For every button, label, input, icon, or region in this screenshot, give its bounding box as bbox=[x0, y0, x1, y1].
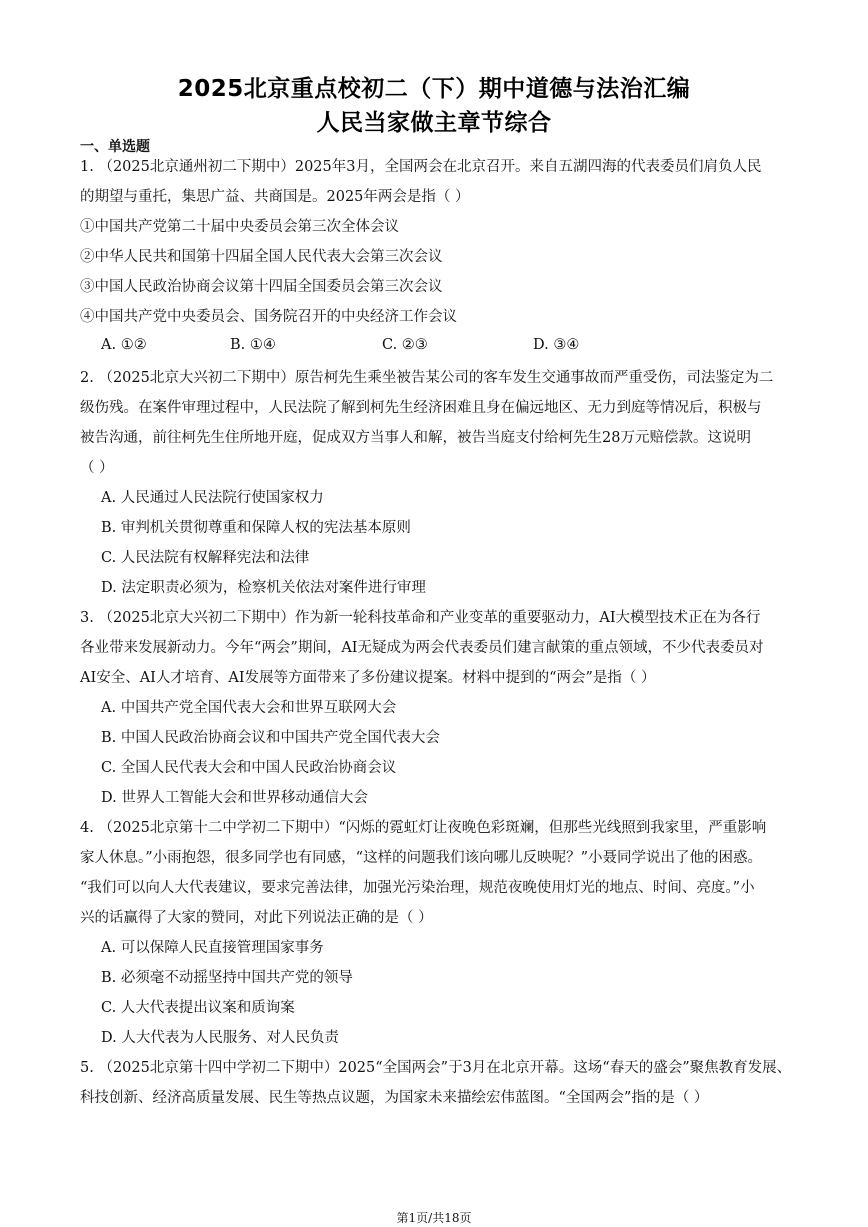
section-heading: 一、单选题 bbox=[80, 139, 150, 155]
question-stem-line: 的期望与重托，集思广益、共商国是。2025年两会是指（ ） bbox=[80, 189, 470, 205]
document-title: 2025北京重点校初二（下）期中道德与法治汇编 bbox=[177, 76, 691, 102]
question-stem-line: 兴的话赢得了大家的赞同，对此下列说法正确的是（ ） bbox=[80, 910, 433, 926]
question-stem-line: 4. （2025北京第十二中学初二下期中）“闪烁的霓虹灯让夜晚色彩斑斓，但那些光线照到我家里，严重影响 bbox=[80, 820, 767, 836]
question-item: ③中国人民政治协商会议第十四届全国委员会第三次会议 bbox=[80, 279, 443, 295]
question-stem-line: 家人休息。”小雨抱怨，很多同学也有同感，“这样的问题我们该向哪儿反映呢？”小聂同学说出了他的困惑。 bbox=[80, 850, 762, 866]
answer-option: B. ①④ bbox=[230, 337, 276, 353]
question-item: ①中国共产党第二十届中央委员会第三次全体会议 bbox=[80, 219, 399, 235]
page-number: 第1页/共18页 bbox=[396, 1211, 472, 1225]
document-subtitle: 人民当家做主章节综合 bbox=[316, 110, 552, 136]
answer-option: C. 人民法院有权解释宪法和法律 bbox=[101, 550, 310, 566]
question-stem-line: AI安全、AI人才培育、AI发展等方面带来了多份建议提案。材料中提到的“两会”是指（ ） bbox=[80, 670, 656, 686]
answer-option: C. 人大代表提出议案和质询案 bbox=[101, 1000, 295, 1016]
question-stem-line: 3. （2025北京大兴初二下期中）作为新一轮科技革命和产业变革的重要驱动力，AI大模型技术正在为各行 bbox=[80, 610, 761, 626]
answer-option: D. ③④ bbox=[533, 337, 580, 353]
question-item: ②中华人民共和国第十四届全国人民代表大会第三次会议 bbox=[80, 249, 443, 265]
answer-option: A. 中国共产党全国代表大会和世界互联网大会 bbox=[101, 700, 397, 716]
question-stem-line: 5. （2025北京第十四中学初二下期中）2025“全国两会”于3月在北京开幕。这场“春天的盛会”聚焦教育发展、 bbox=[80, 1060, 792, 1076]
question-stem-line: 被告沟通，前往柯先生住所地开庭，促成双方当事人和解，被告当庭支付给柯先生28万元赔偿款。这说明 bbox=[80, 430, 751, 446]
answer-option: B. 审判机关贯彻尊重和保障人权的宪法基本原则 bbox=[101, 520, 411, 536]
question-stem-line: “我们可以向人大代表建议，要求完善法律，加强光污染治理，规范夜晚使用灯光的地点、时间、亮度。”小 bbox=[80, 880, 755, 896]
answer-option: A. ①② bbox=[101, 337, 147, 353]
answer-option: C. ②③ bbox=[382, 337, 428, 353]
question-stem-line: 科技创新、经济高质量发展、民生等热点议题，为国家未来描绘宏伟蓝图。“全国两会”指的是（ ） bbox=[80, 1090, 709, 1106]
question-stem-line: （ ） bbox=[80, 460, 114, 476]
answer-option: B. 必须毫不动摇坚持中国共产党的领导 bbox=[101, 970, 353, 986]
answer-option: A. 可以保障人民直接管理国家事务 bbox=[101, 940, 324, 956]
question-stem-line: 2. （2025北京大兴初二下期中）原告柯先生乘坐被告某公司的客车发生交通事故而严重受伤，司法鉴定为二 bbox=[80, 370, 774, 386]
question-item: ④中国共产党中央委员会、国务院召开的中央经济工作会议 bbox=[80, 309, 457, 325]
answer-option: C. 全国人民代表大会和中国人民政治协商会议 bbox=[101, 760, 397, 776]
question-stem-line: 各业带来发展新动力。今年“两会”期间，AI无疑成为两会代表委员们建言献策的重点领域，不少代表委员对 bbox=[80, 640, 764, 656]
question-stem-line: 1. （2025北京通州初二下期中）2025年3月，全国两会在北京召开。来自五湖四海的代表委员们肩负人民 bbox=[80, 159, 762, 175]
answer-option: D. 世界人工智能大会和世界移动通信大会 bbox=[101, 790, 368, 806]
answer-option: D. 法定职责必须为，检察机关依法对案件进行审理 bbox=[101, 580, 426, 596]
answer-option: A. 人民通过人民法院行使国家权力 bbox=[101, 490, 324, 506]
answer-option: B. 中国人民政治协商会议和中国共产党全国代表大会 bbox=[101, 730, 440, 746]
question-stem-line: 级伤残。在案件审理过程中，人民法院了解到柯先生经济困难且身在偏远地区、无力到庭等情况后，积极与 bbox=[80, 400, 762, 416]
answer-option: D. 人大代表为人民服务、对人民负责 bbox=[101, 1030, 339, 1046]
